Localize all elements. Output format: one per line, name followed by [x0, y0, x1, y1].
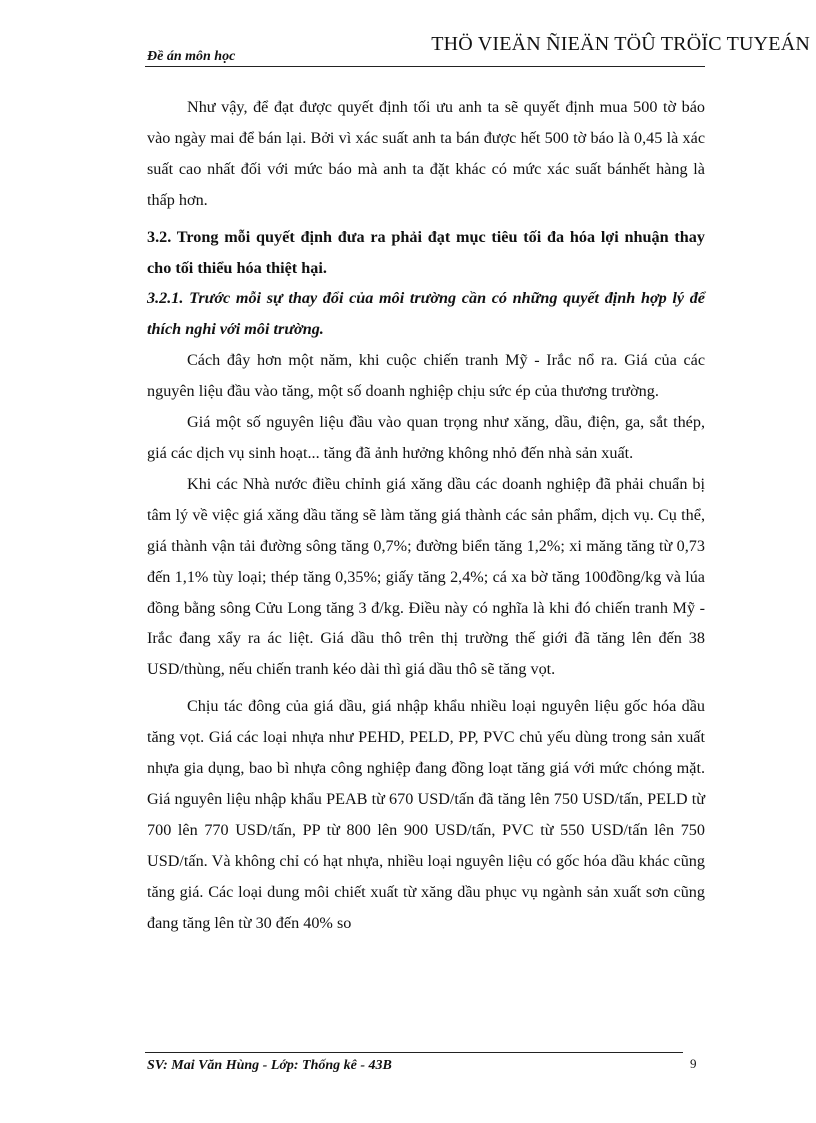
paragraph-oil-impact: Chịu tác đông của giá dầu, giá nhập khẩu nhiều loại nguyên liệu gốc hóa dầu tăng vọt. Giá các loại nhựa như PEHD, PELD, PP, PVC chủ yếu dùng trong sản xuất nhựa gia dụng, bao bì nhựa công nghiệp đang đồng loạt tăng giá với mức chóng mặt. Giá nguyên liệu nhập khẩu PEAB từ 670 USD/tấn đã tăng lên 750 USD/tấn, PELD từ 700 lên 770 USD/tấn, PP từ 800 lên 900 USD/tấn, PVC từ 550 USD/tấn lên 750 USD/tấn. Và không chỉ có hạt nhựa, nhiều loại nguyên liệu có gốc hóa dầu khác cũng tăng giá. Các loại dung môi chiết xuất từ xăng dầu phục vụ ngành sản xuất sơn cũng đang tăng lên từ 30 đến 40% so — [147, 697, 705, 932]
footer-divider — [145, 1052, 683, 1053]
paragraph-input-prices: Giá một số nguyên liệu đầu vào quan trọng như xăng, dầu, điện, ga, sắt thép, giá các dịch vụ sinh hoạt... tăng đã ảnh hưởng không nhỏ đến nhà sản xuất. — [147, 413, 705, 462]
section-heading-3-2: 3.2. Trong mỗi quyết định đưa ra phải đạt mục tiêu tối đa hóa lợi nhuận thay cho tối thiểu hóa thiệt hại. — [147, 227, 705, 277]
footer-author: SV: Mai Văn Hùng - Lớp: Thống kê - 43B — [147, 1058, 392, 1073]
subsection-heading-3-2-1: 3.2.1. Trước mỗi sự thay đổi của môi trường cần có những quyết định hợp lý để thích nghi với môi trường. — [147, 289, 705, 339]
page-number: 9 — [690, 1056, 697, 1071]
header-library-name: THÖ VIEÄN ÑIEÄN TÖÛ TRÖÏC TUYEÁN — [431, 33, 810, 55]
paragraph-decision-summary: Như vậy, để đạt được quyết định tối ưu anh ta sẽ quyết định mua 500 tờ báo vào ngày mai để bán lại. Bởi vì xác suất anh ta bán được hết 500 tờ báo là 0,45 là xác suất cao nhất đối với mức báo mà anh ta đặt khác có mức xác suất bánhết hàng là thấp hơn. — [147, 98, 705, 209]
header-course-title: Đề án môn học — [147, 49, 236, 64]
paragraph-war-context: Cách đây hơn một năm, khi cuộc chiến tranh Mỹ - Irắc nổ ra. Giá của các nguyên liệu đầu vào tăng, một số doanh nghiệp chịu sức ép của thương trường. — [147, 351, 705, 401]
page-body — [147, 92, 705, 938]
paragraph-fuel-adjustment: Khi các Nhà nước điều chỉnh giá xăng dầu các doanh nghiệp đã phải chuẩn bị tâm lý về việc giá xăng dầu tăng sẽ làm tăng giá thành các sản phẩm, dịch vụ. Cụ thể, giá thành vận tải đường sông tăng 0,7%; đường biển tăng 1,2%; xi măng tăng từ 0,73 đến 1,1% tùy loại; thép tăng 0,35%; giấy tăng 2,4%; cá xa bờ tăng 100đồng/kg và lúa đồng bằng sông Cửu Long tăng 3 đ/kg. Điều này có nghĩa là khi đó chiến tranh Mỹ - Irắc đang xẩy ra ác liệt. Giá dầu thô trên thị trường thế giới đã tăng lên đến 38 USD/thùng, nếu chiến tranh kéo dài thì giá dầu thô sẽ tăng vọt. — [147, 474, 705, 679]
header-divider — [145, 66, 705, 67]
